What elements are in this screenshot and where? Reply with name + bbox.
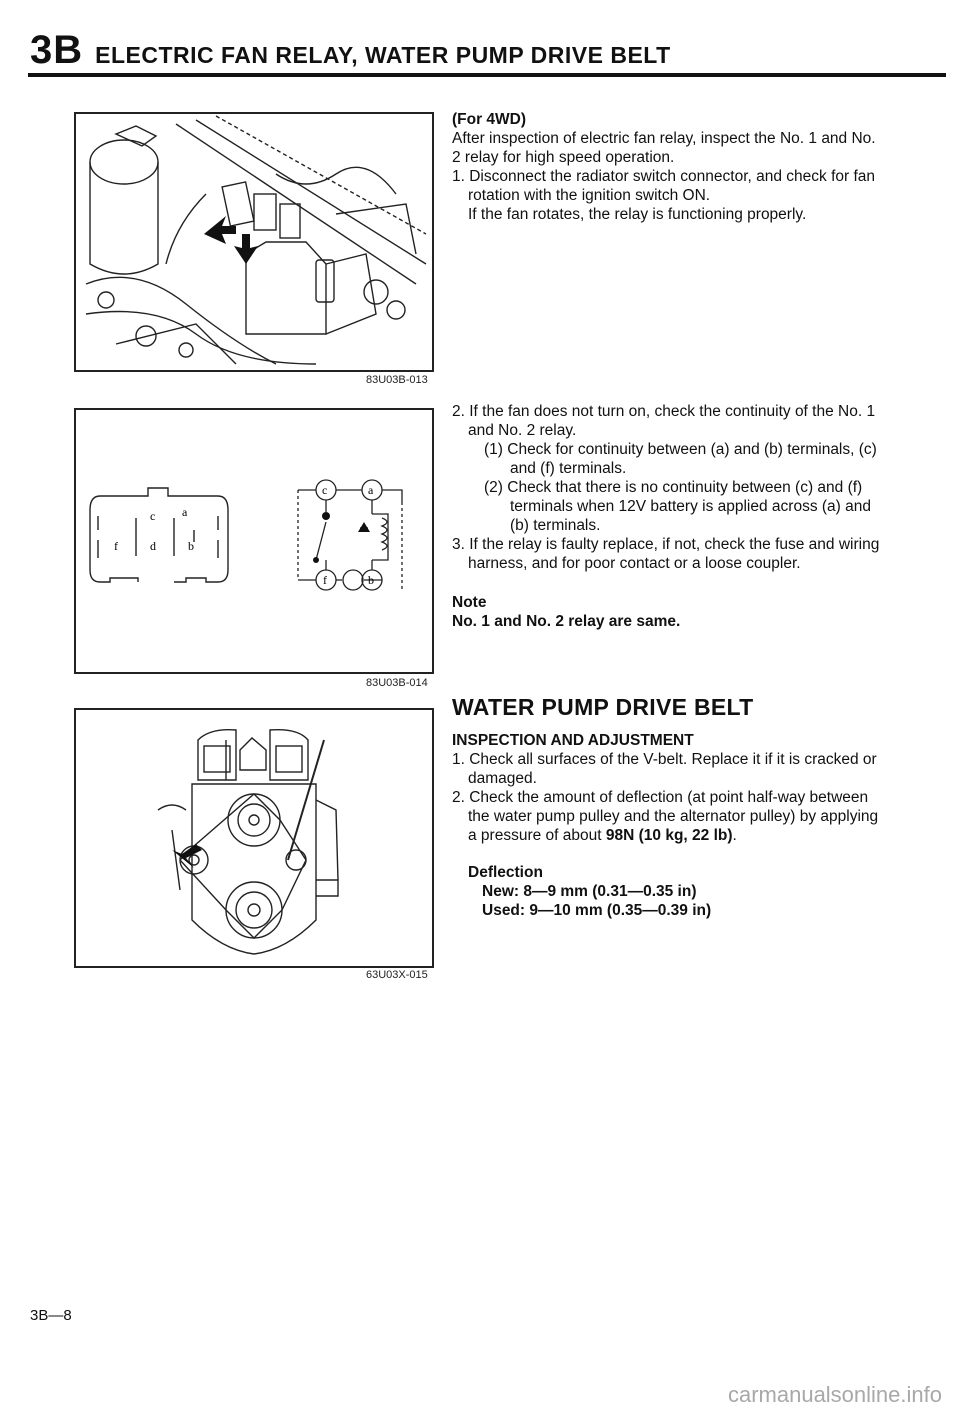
wp-step-2-text: 2. Check the amount of deflection (at point half-way between the water pump pulley and the alternator pulley) by applying a pressure of about [452, 789, 879, 844]
wp-step-2 [452, 788, 882, 845]
note-label: Note [452, 594, 487, 611]
engine-belt-illustration [76, 710, 432, 966]
note-text: No. 1 and No. 2 relay are same. [452, 613, 681, 630]
section-number: 3B [30, 28, 84, 72]
connector-label-f: f [114, 539, 118, 553]
deflection-label: Deflection [468, 864, 543, 881]
step-2: 2. If the fan does not turn on, check the continuity of the No. 1 and No. 2 relay. [452, 403, 876, 439]
connector-label-c: c [150, 509, 156, 523]
figure-code: 63U03X-015 [366, 969, 428, 981]
figure-engine-belt [74, 708, 434, 968]
relay-diagram [76, 410, 432, 672]
circuit-label-f: f [323, 573, 327, 587]
page-number: 3B—8 [30, 1307, 72, 1324]
step-1: 1. Disconnect the radiator switch connector, and check for fan rotation with the ignition switch ON. [452, 168, 876, 204]
circuit-label-a: a [368, 483, 374, 497]
watermark: carmanualsonline.info [727, 1382, 942, 1407]
wp-step-2-force: 98N (10 kg, 22 lb) [605, 827, 733, 844]
connector-label-b: b [188, 539, 194, 553]
step-1-continued: If the fan rotates, the relay is functioning properly. [468, 206, 807, 223]
step-2-1: (1) Check for continuity between (a) and (b) terminals, (c) and (f) terminals. [484, 441, 877, 477]
figure-code: 83U03B-014 [366, 677, 428, 689]
for4wd-intro: After inspection of electric fan relay, inspect the No. 1 and No. 2 relay for high speed operation. [452, 130, 876, 166]
for4wd-heading: (For 4WD) [452, 111, 527, 128]
connector-label-a: a [182, 505, 188, 519]
arrow-icon [234, 234, 258, 264]
for4wd-section [452, 110, 882, 224]
section-title: ELECTRIC FAN RELAY, WATER PUMP DRIVE BELT [95, 42, 671, 68]
header-rule [28, 73, 946, 77]
page-header [30, 28, 671, 73]
step-2-2: (2) Check that there is no continuity between (c) and (f) terminals when 12V battery is applied across (a) and (b) terminals. [484, 479, 871, 534]
step-3: 3. If the relay is faulty replace, if not, check the fuse and wiring harness, and for poor contact or a loose coupler. [452, 536, 880, 572]
continuity-section [452, 402, 882, 631]
arrow-icon [204, 216, 236, 244]
relay-circuit [298, 480, 402, 590]
relay-connector [90, 488, 228, 582]
figure-relay-circuit [74, 408, 434, 674]
circuit-label-c: c [322, 483, 328, 497]
inspection-heading: INSPECTION AND ADJUSTMENT [452, 732, 694, 749]
water-pump-heading: WATER PUMP DRIVE BELT [452, 694, 754, 720]
circuit-label-b: b [368, 573, 374, 587]
wp-step-2-end: . [732, 827, 737, 844]
deflection-used: Used: 9—10 mm (0.35—0.39 in) [482, 902, 712, 919]
wp-step-1: 1. Check all surfaces of the V-belt. Replace it if it is cracked or damaged. [452, 751, 877, 787]
engine-bay-illustration [76, 114, 432, 370]
figure-code: 83U03B-013 [366, 374, 428, 386]
water-pump-section [452, 694, 882, 920]
deflection-new: New: 8—9 mm (0.31—0.35 in) [482, 883, 697, 900]
figure-engine-bay [74, 112, 434, 372]
connector-label-d: d [150, 539, 156, 553]
